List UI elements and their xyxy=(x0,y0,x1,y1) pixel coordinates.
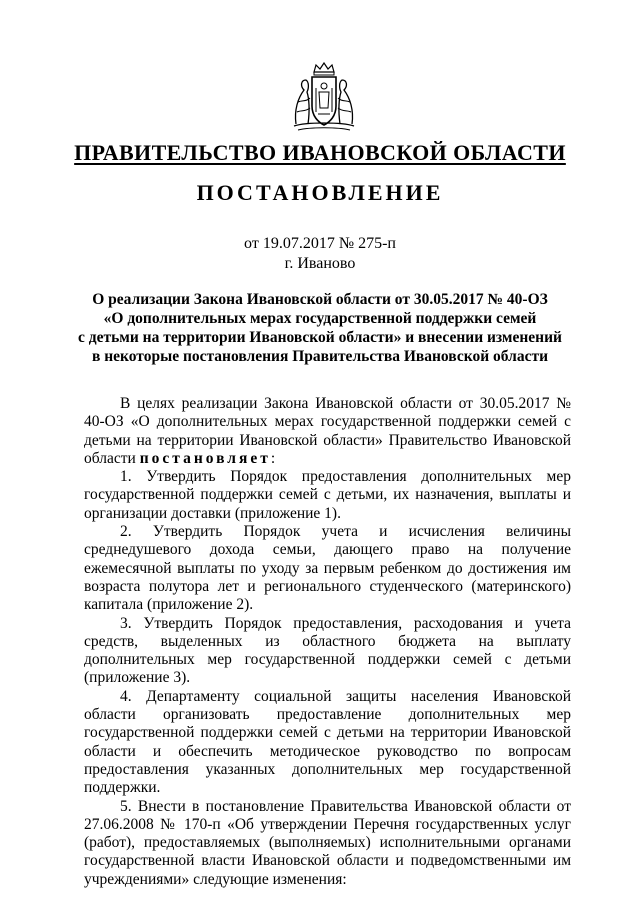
document-body xyxy=(84,395,571,889)
item-paragraph: 5. Внести в постановление Правительства Ивановской области от 27.06.2008 № 170-п «Об утверждении Перечня государственных услуг (работ), предоставляемых (выполняемых) исполнительными органами государственной власти Ивановской области и подведомственными им учреждениями» следующие изменения: xyxy=(84,797,571,888)
item-paragraph: 2. Утвердить Порядок учета и исчисления величины среднедушевого дохода семьи, дающего право на получение ежемесячной выплаты по уходу за первым ребенком до достижения им возраста полутора лет и регионального студенческого (материнского) капитала (приложение 2). xyxy=(84,523,571,614)
document-heading xyxy=(70,290,570,366)
item-paragraph: 4. Департаменту социальной защиты населения Ивановской области организовать предоставление дополнительных мер государственной поддержки семей с детьми на территории Ивановской области и обеспечить методическое руководство по вопросам предоставления указанных дополнительных мер государственной поддержки. xyxy=(84,687,571,797)
document-date-number: от 19.07.2017 № 275-п xyxy=(244,235,396,252)
document-type: ПОСТАНОВЛЕНИЕ xyxy=(196,180,444,205)
heading-line: в некоторые постановления Правительства Ивановской области xyxy=(91,348,549,365)
document-city: г. Иваново xyxy=(284,255,356,272)
intro-text: В целях реализации Закона Ивановской области от 30.05.2017 № 40-ОЗ «О дополнительных мерах государственной поддержки семей с детьми на территории Ивановской области» Правительство Ивановской области xyxy=(84,395,571,467)
decree-word: постановляет xyxy=(139,449,271,467)
heading-line: О реализации Закона Ивановской области от 30.05.2017 № 40-ОЗ xyxy=(92,291,548,308)
item-paragraph: 3. Утвердить Порядок предоставления, расходования и учета средств, выделенных из областного бюджета на выплату дополнительных мер государственной поддержки семей с детьми (приложение 3). xyxy=(84,614,571,687)
heading-line: с детьми на территории Ивановской области» и внесении изменений xyxy=(78,329,562,346)
decree-suffix: : xyxy=(270,449,276,467)
government-title: ПРАВИТЕЛЬСТВО ИВАНОВСКОЙ ОБЛАСТИ xyxy=(74,140,566,165)
intro-paragraph xyxy=(84,395,571,468)
item-paragraph: 1. Утвердить Порядок предоставления дополнительных мер государственной поддержки семей с детьми, их назначения, выплаты и организации доставки (приложение 1). xyxy=(84,468,571,522)
coat-of-arms-emblem xyxy=(292,62,356,134)
heading-line: «О дополнительных мерах государственной поддержки семей xyxy=(103,310,537,327)
